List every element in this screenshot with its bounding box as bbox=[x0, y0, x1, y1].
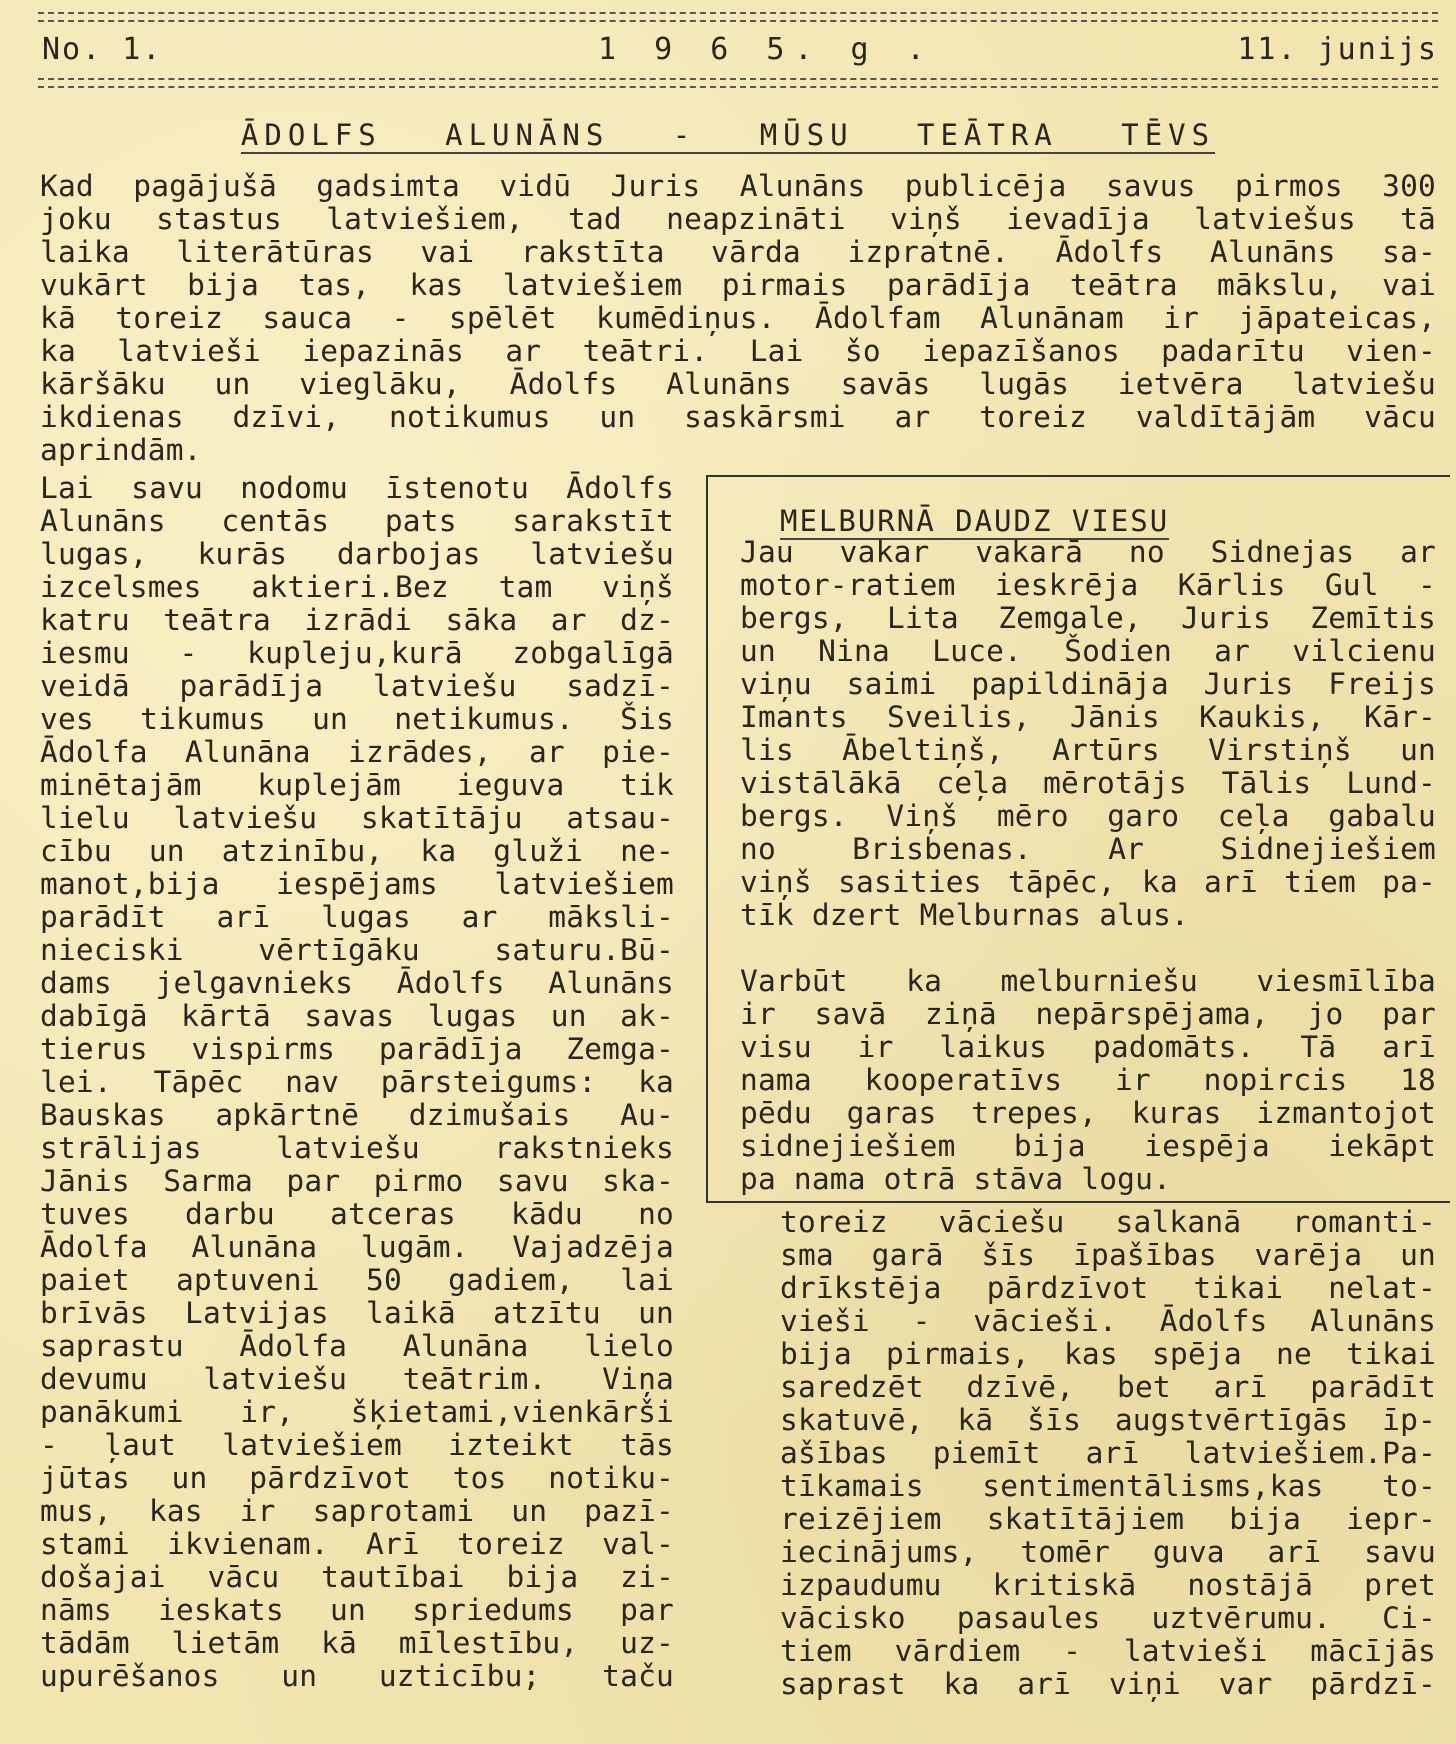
text-line: ašības piemīt arī latviešiem.Pa- bbox=[780, 1436, 1436, 1470]
article-right-column bbox=[780, 1206, 1436, 1701]
text-line: dams jelgavnieks Ādolfs Alunāns bbox=[40, 966, 674, 1000]
article-left-column bbox=[40, 472, 674, 1693]
text-line: parādīt arī lugas ar māksli- bbox=[40, 900, 674, 934]
text-line: motor-ratiem ieskrēja Kārlis Gul - bbox=[740, 568, 1436, 602]
text-line: laika literātūras vai rakstīta vārda izpratnē. Ādolfs Alunāns sa- bbox=[40, 235, 1436, 269]
text-line: Alunāns centās pats sarakstīt bbox=[40, 504, 674, 538]
text-line: nāms ieskats un spriedums par bbox=[40, 1593, 674, 1627]
text-line: devumu latviešu teātrim. Viņa bbox=[40, 1362, 674, 1396]
text-line: ikdienas dzīvi, notikumus un saskārsmi ar toreiz valdītājām vācu bbox=[40, 400, 1436, 434]
text-line: Imants Sveilis, Jānis Kaukis, Kār- bbox=[740, 700, 1436, 734]
text-line: saprast ka arī viņi var pārdzī- bbox=[780, 1667, 1436, 1701]
text-line: - ļaut latviešiem izteikt tās bbox=[40, 1428, 674, 1462]
text-line: tādām lietām kā mīlestību, uz- bbox=[40, 1626, 674, 1660]
text-line: paiet aptuveni 50 gadiem, lai bbox=[40, 1263, 674, 1297]
text-line: tuves darbu atceras kādu no bbox=[40, 1197, 674, 1231]
text-line: bija pirmais, kas spēja ne tikai bbox=[780, 1337, 1436, 1371]
text-line: pa nama otrā stāva logu. bbox=[740, 1162, 1172, 1196]
text-line: tīk dzert Melburnas alus. bbox=[740, 898, 1190, 932]
text-line: viņu saimi papildināja Juris Freijs bbox=[740, 667, 1436, 701]
text-line: vukārt bija tas, kas latviešiem pirmais parādīja teātra mākslu, vai bbox=[40, 268, 1436, 302]
text-line: Ādolfa Alunāna lugām. Vajadzēja bbox=[40, 1230, 674, 1264]
top-double-rule bbox=[38, 12, 1438, 22]
masthead-double-rule bbox=[38, 78, 1438, 88]
text-line: izcelsmes aktieri.Bez tam viņš bbox=[40, 570, 674, 604]
text-line: visu ir laikus padomāts. Tā arī bbox=[740, 1030, 1436, 1064]
issue-number: No. 1. bbox=[42, 32, 163, 67]
text-line: joku stastus latviešiem, tad neapzināti viņš ievadīja latviešus tā bbox=[40, 202, 1436, 236]
news-box-title: MELBURNĀ DAUDZ VIESU bbox=[780, 504, 1170, 538]
text-line: minētajām kuplejām ieguva tik bbox=[40, 768, 674, 802]
issue-date: 11. junijs bbox=[1237, 32, 1438, 67]
article-title: ĀDOLFS ALUNĀNS - MŪSU TEĀTRA TĒVS bbox=[240, 118, 1216, 152]
issue-year: 1 9 6 5. g . bbox=[598, 32, 935, 67]
text-line bbox=[740, 932, 1436, 965]
text-line: skatuvē, kā šīs augstvērtīgās īp- bbox=[780, 1403, 1436, 1437]
text-line: Jau vakar vakarā no Sidnejas ar bbox=[740, 535, 1436, 569]
text-line: ir savā ziņā nepārspējama, jo par bbox=[740, 997, 1436, 1031]
text-line: panākumi ir, šķietami,vienkārši bbox=[40, 1395, 674, 1429]
text-line: dabīgā kārtā savas lugas un ak- bbox=[40, 999, 674, 1033]
text-line: toreiz vāciešu salkanā romanti- bbox=[780, 1205, 1436, 1239]
article-title-wrap bbox=[0, 118, 1456, 152]
text-line: tiem vārdiem - latvieši mācījās bbox=[780, 1634, 1436, 1668]
text-line: iecinājums, tomēr guva arī savu bbox=[780, 1535, 1436, 1569]
text-line: veidā parādīja latviešu sadzī- bbox=[40, 669, 674, 703]
text-line: Varbūt ka melburniešu viesmīlība bbox=[740, 964, 1436, 998]
text-line: ves tikumus un netikumus. Šis bbox=[40, 702, 674, 736]
masthead bbox=[38, 28, 1438, 74]
text-line: sidnejiešiem bija iespēja iekāpt bbox=[740, 1129, 1436, 1163]
text-line: no Brisbenas. Ar Sidnejiešiem bbox=[740, 832, 1436, 866]
text-line: bergs, Lita Zemgale, Juris Zemītis bbox=[740, 601, 1436, 635]
text-line: izpaudumu kritiskā nostājā pret bbox=[780, 1568, 1436, 1602]
text-line: vieši - vācieši. Ādolfs Alunāns bbox=[780, 1304, 1436, 1338]
text-line: lugas, kurās darbojas latviešu bbox=[40, 537, 674, 571]
text-line: lis Ābeltiņš, Artūrs Virstiņš un bbox=[740, 733, 1436, 767]
text-line: nama kooperatīvs ir nopircis 18 bbox=[740, 1063, 1436, 1097]
text-line: Lai savu nodomu īstenotu Ādolfs bbox=[40, 471, 674, 505]
text-line: lei. Tāpēc nav pārsteigums: ka bbox=[40, 1065, 674, 1099]
text-line: vācisko pasaules uztvērumu. Ci- bbox=[780, 1601, 1436, 1635]
text-line: tierus vispirms parādīja Zemga- bbox=[40, 1032, 674, 1066]
text-line: stami ikvienam. Arī toreiz val- bbox=[40, 1527, 674, 1561]
text-line: reizējiem skatītājiem bija iepr- bbox=[780, 1502, 1436, 1536]
text-line: brīvās Latvijas laikā atzītu un bbox=[40, 1296, 674, 1330]
text-line: Ādolfa Alunāna izrādes, ar pie- bbox=[40, 735, 674, 769]
text-line: saredzēt dzīvē, bet arī parādīt bbox=[780, 1370, 1436, 1404]
text-line: lielu latviešu skatītāju atsau- bbox=[40, 801, 674, 835]
text-line: upurēšanos un uzticību; taču bbox=[40, 1659, 674, 1693]
news-box-text bbox=[740, 536, 1436, 1196]
text-line: ka latvieši iepazinās ar teātri. Lai šo iepazīšanos padarītu vien- bbox=[40, 334, 1436, 368]
text-line: Bauskas apkārtnē dzimušais Au- bbox=[40, 1098, 674, 1132]
text-line: vistālākā ceļa mērotājs Tālis Lund- bbox=[740, 766, 1436, 800]
text-line: došajai vācu tautībai bija zi- bbox=[40, 1560, 674, 1594]
text-line: viņš sasities tāpēc, ka arī tiem pa- bbox=[740, 865, 1436, 899]
text-line: manot,bija iespējams latviešiem bbox=[40, 867, 674, 901]
article-intro bbox=[40, 170, 1436, 467]
text-line: Jānis Sarma par pirmo savu ska- bbox=[40, 1164, 674, 1198]
text-line: tīkamais sentimentālisms,kas to- bbox=[780, 1469, 1436, 1503]
text-line: aprindām. bbox=[40, 433, 202, 467]
text-line: pēdu garas trepes, kuras izmantojot bbox=[740, 1096, 1436, 1130]
text-line: iesmu - kupleju,kurā zobgalīgā bbox=[40, 636, 674, 670]
text-line: nieciski vērtīgāku saturu.Bū- bbox=[40, 933, 674, 967]
text-line: jūtas un pārdzīvot tos notiku- bbox=[40, 1461, 674, 1495]
text-line: drīkstēja pārdzīvot tikai nelat- bbox=[780, 1271, 1436, 1305]
text-line: bergs. Viņš mēro garo ceļa gabalu bbox=[740, 799, 1436, 833]
text-line: cību un atzinību, ka gluži ne- bbox=[40, 834, 674, 868]
text-line: Kad pagājušā gadsimta vidū Juris Alunāns publicēja savus pirmos 300 bbox=[40, 169, 1436, 203]
text-line: katru teātra izrādi sāka ar dz- bbox=[40, 603, 674, 637]
text-line: un Nina Luce. Šodien ar vilcienu bbox=[740, 634, 1436, 668]
text-line: sma garā šīs īpašības varēja un bbox=[780, 1238, 1436, 1272]
text-line: kāršāku un vieglāku, Ādolfs Alunāns savās lugās ietvēra latviešu bbox=[40, 367, 1436, 401]
text-line: mus, kas ir saprotami un pazī- bbox=[40, 1494, 674, 1528]
text-line: kā toreiz sauca - spēlēt kumēdiņus. Ādolfam Alunānam ir jāpateicas, bbox=[40, 301, 1436, 335]
text-line: saprastu Ādolfa Alunāna lielo bbox=[40, 1329, 674, 1363]
text-line: strālijas latviešu rakstnieks bbox=[40, 1131, 674, 1165]
